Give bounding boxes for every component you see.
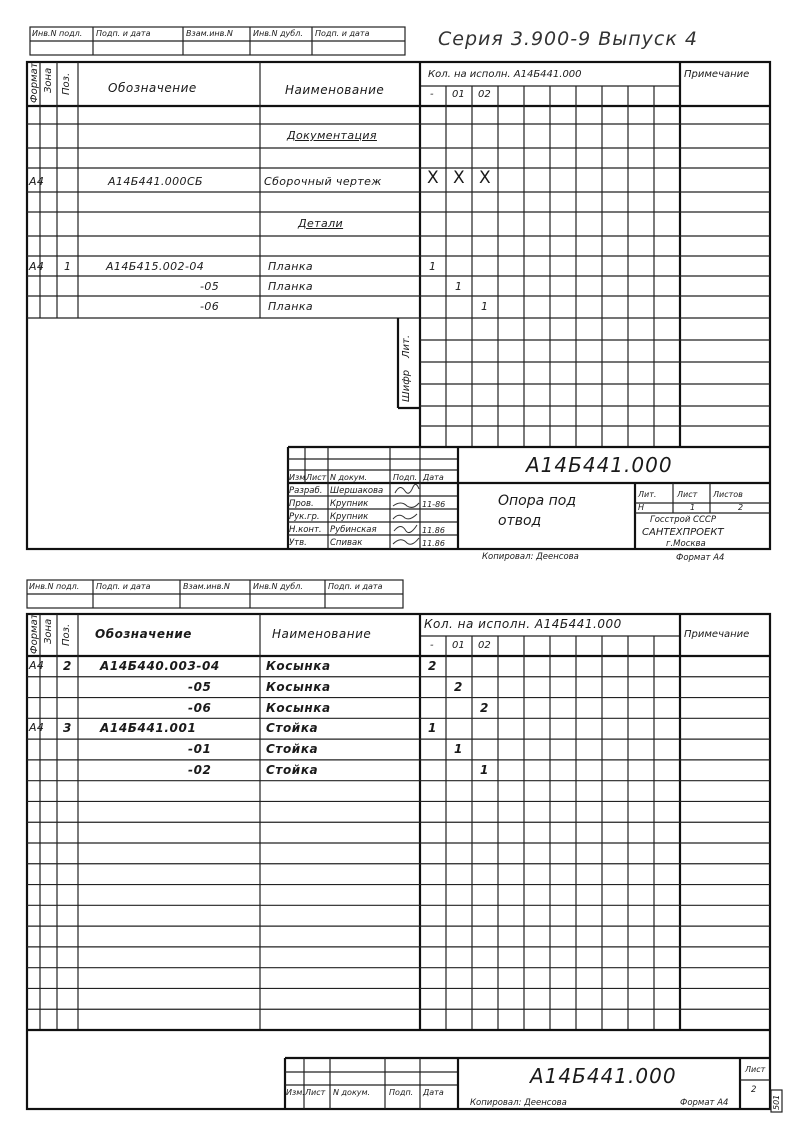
col-qty-title: Кол. на исполн. А14Б441.000 xyxy=(428,69,582,80)
row-pos: 1 xyxy=(64,260,72,273)
section-title: Детали xyxy=(298,217,344,230)
col-zone: Зона xyxy=(43,67,54,93)
col-qty-sub: 02 xyxy=(478,640,491,651)
row-name: Косынка xyxy=(266,659,331,673)
tb-org: Госстрой СССР xyxy=(650,515,716,525)
tb-role: Утв. xyxy=(289,538,307,548)
row-name: Планка xyxy=(268,300,314,313)
row-pos: 3 xyxy=(63,721,72,735)
tb-date: 11-86 xyxy=(422,500,446,509)
col-format: Формат xyxy=(29,613,40,654)
row-pos: 2 xyxy=(63,659,72,673)
col-qty-sub: - xyxy=(430,89,434,100)
tb-col-head: N докум. xyxy=(330,473,368,482)
row-qty: 1 xyxy=(480,763,489,777)
tb-role: Пров. xyxy=(289,499,314,509)
row-designation: А14Б441.001 xyxy=(100,721,197,735)
row-qty: X xyxy=(479,168,491,188)
row-name: Стойка xyxy=(266,742,319,756)
col-pos: Поз. xyxy=(61,623,72,646)
tb-person: Крупник xyxy=(330,499,369,509)
col-name: Наименование xyxy=(272,627,372,641)
series-header: Серия 3.900-9 Выпуск 4 xyxy=(438,28,698,50)
row-format: А4 xyxy=(29,721,45,734)
row-designation: -01 xyxy=(188,742,212,756)
row-qty: 1 xyxy=(428,721,437,735)
row-designation: -06 xyxy=(188,701,212,715)
tb-col-head: Подп. xyxy=(393,473,418,482)
row-name: Планка xyxy=(268,280,314,293)
row-name: Планка xyxy=(268,260,314,273)
tb-col-head: Дата xyxy=(423,473,444,482)
row-qty: 2 xyxy=(454,680,463,694)
col-qty-title: Кол. на исполн. А14Б441.000 xyxy=(424,617,622,631)
tb-person: Рубинская xyxy=(330,525,377,535)
tb-sheet-label: Лист xyxy=(745,1065,766,1074)
row-designation: -05 xyxy=(188,680,212,694)
row-qty: X xyxy=(453,168,465,188)
copied-by: Копировал: Деенсова xyxy=(482,552,579,562)
row-name: Косынка xyxy=(266,680,331,694)
tb-col-head: Изм. xyxy=(286,1088,305,1097)
copied-by: Копировал: Деенсова xyxy=(470,1098,567,1108)
col-zone: Зона xyxy=(43,618,54,644)
col-qty-sub: 01 xyxy=(452,640,465,651)
margin-label: Подп. и дата xyxy=(328,582,383,591)
margin-label: Подп. и дата xyxy=(315,29,370,38)
tb-lit-label: Лит. xyxy=(638,490,657,499)
tb-col-head: Лист xyxy=(306,473,327,482)
tb-sheets-total: 2 xyxy=(738,503,744,512)
margin-label: Взам.инв.N xyxy=(186,29,233,38)
tb-col-head: Изм. xyxy=(289,473,308,482)
row-format: А4 xyxy=(29,659,45,672)
row-qty: X xyxy=(427,168,439,188)
doc-number: А14Б441.000 xyxy=(530,1064,677,1088)
tb-sheet-label: Лист xyxy=(677,490,698,499)
row-qty: 1 xyxy=(481,300,489,313)
col-note: Примечание xyxy=(684,69,750,80)
row-format: А4 xyxy=(29,175,45,188)
margin-label: Инв.N дубл. xyxy=(253,582,303,591)
row-qty: 2 xyxy=(428,659,437,673)
tb-col-head: N докум. xyxy=(333,1088,371,1097)
row-qty: 1 xyxy=(455,280,463,293)
row-designation: -02 xyxy=(188,763,212,777)
col-designation: Обозначение xyxy=(108,81,197,95)
row-designation: А14Б441.000СБ xyxy=(108,175,203,188)
tb-role: Рук.гр. xyxy=(289,512,320,522)
row-format: А4 xyxy=(29,260,45,273)
row-name: Косынка xyxy=(266,701,331,715)
tb-person: Шершакова xyxy=(330,486,384,496)
row-designation: -06 xyxy=(200,300,220,313)
row-designation: А14Б440.003-04 xyxy=(100,659,220,673)
doc-number: А14Б441.000 xyxy=(526,453,673,477)
col-designation: Обозначение xyxy=(95,627,192,641)
row-designation: -05 xyxy=(200,280,220,293)
tb-col-head: Дата xyxy=(423,1088,444,1097)
margin-label: Инв.N дубл. xyxy=(253,29,303,38)
row-designation: А14Б415.002-04 xyxy=(106,260,205,273)
tb-person: Спивак xyxy=(330,538,363,548)
tb-org: САНТЕХПРОЕКТ xyxy=(642,527,724,538)
row-name: Стойка xyxy=(266,721,319,735)
col-format: Формат xyxy=(29,62,40,103)
col-pos: Поз. xyxy=(61,72,72,95)
col-qty-sub: 01 xyxy=(452,89,465,100)
tb-lit-value: Н xyxy=(638,503,645,512)
margin-label: Инв.N подл. xyxy=(32,29,83,38)
row-name: Стойка xyxy=(266,763,319,777)
tb-org: г.Москва xyxy=(666,539,706,549)
col-note: Примечание xyxy=(684,629,750,640)
margin-label: Взам.инв.N xyxy=(183,582,230,591)
doc-title: Опора под отвод xyxy=(498,493,577,529)
row-qty: 2 xyxy=(480,701,489,715)
tb-role: Н.конт. xyxy=(289,525,322,535)
format-label: Формат А4 xyxy=(676,553,725,563)
col-qty-sub: - xyxy=(430,640,434,651)
litera-label: Лит. xyxy=(401,334,412,358)
corner-number: 501 xyxy=(772,1094,781,1110)
col-name: Наименование xyxy=(285,83,385,97)
tb-sheet-no: 2 xyxy=(751,1085,757,1095)
margin-label: Подп. и дата xyxy=(96,29,151,38)
tb-date: 11.86 xyxy=(422,539,445,548)
tb-sheet-no: 1 xyxy=(690,503,696,512)
margin-label: Инв.N подл. xyxy=(29,582,80,591)
format-label: Формат А4 xyxy=(680,1098,729,1108)
tb-sheets-label: Листов xyxy=(713,490,743,499)
row-name: Сборочный чертеж xyxy=(264,175,382,188)
tb-col-head: Лист xyxy=(305,1088,326,1097)
tb-date: 11.86 xyxy=(422,526,445,535)
margin-label: Подп. и дата xyxy=(96,582,151,591)
tb-person: Крупник xyxy=(330,512,369,522)
row-qty: 1 xyxy=(429,260,437,273)
tb-col-head: Подп. xyxy=(389,1088,414,1097)
row-qty: 1 xyxy=(454,742,463,756)
section-title: Документация xyxy=(287,129,377,142)
tb-role: Разраб. xyxy=(289,486,323,496)
cipher-label: Шифр xyxy=(401,369,412,402)
col-qty-sub: 02 xyxy=(478,89,491,100)
